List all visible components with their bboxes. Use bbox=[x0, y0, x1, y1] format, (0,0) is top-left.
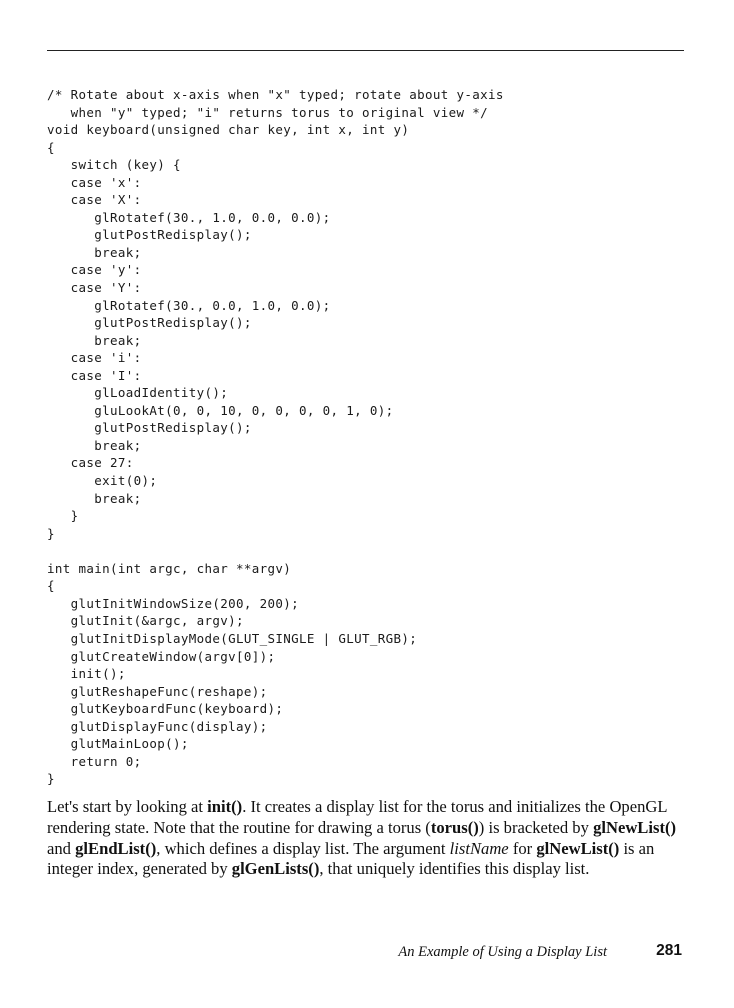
code-line: break; bbox=[47, 490, 142, 506]
code-line: } bbox=[47, 525, 55, 541]
prose-text: is an integer index, generated by bbox=[47, 838, 655, 879]
code-line: } bbox=[47, 508, 79, 524]
code-line: /* Rotate about x-axis when "x" typed; rotate about y-axis bbox=[47, 87, 504, 102]
prose-text: Let's start by looking at bbox=[47, 797, 208, 816]
header-rule bbox=[47, 50, 684, 51]
code-line: case 'i': bbox=[47, 350, 142, 366]
code-line: break; bbox=[47, 244, 142, 260]
code-line: when "y" typed; "i" returns torus to original view */ bbox=[47, 104, 489, 120]
code-line: init(); bbox=[47, 666, 126, 682]
code-line: glLoadIdentity(); bbox=[47, 385, 229, 401]
code-line: { bbox=[47, 139, 55, 155]
prose-text: . It creates a display list for the torus and initializes the OpenGL rendering state. Note that the routine for drawing a torus ( bbox=[47, 797, 667, 837]
function-name: init() bbox=[207, 797, 243, 816]
code-line: switch (key) { bbox=[47, 157, 181, 173]
code-line: exit(0); bbox=[47, 473, 158, 489]
code-line: return 0; bbox=[47, 753, 142, 769]
code-line: glutPostRedisplay(); bbox=[47, 315, 252, 331]
code-line: glRotatef(30., 0.0, 1.0, 0.0); bbox=[47, 297, 331, 313]
code-line: glutMainLoop(); bbox=[47, 736, 189, 752]
code-line: glutKeyboardFunc(keyboard); bbox=[47, 701, 284, 717]
running-footer-title: An Example of Using a Display List bbox=[398, 944, 607, 960]
code-line: void keyboard(unsigned char key, int x, int y) bbox=[47, 122, 410, 138]
code-line bbox=[47, 542, 504, 560]
prose-text: , that uniquely identifies this display list. bbox=[319, 859, 590, 879]
function-name: glNewList() bbox=[536, 838, 620, 858]
code-line: glutInitDisplayMode(GLUT_SINGLE | GLUT_RGB); bbox=[47, 630, 418, 646]
parameter-name: listName bbox=[449, 838, 509, 858]
prose-text: for bbox=[508, 838, 537, 858]
function-name: torus() bbox=[430, 817, 479, 837]
code-line: glutReshapeFunc(reshape); bbox=[47, 683, 268, 699]
code-line: glutInit(&argc, argv); bbox=[47, 613, 244, 629]
code-listing bbox=[47, 86, 504, 788]
code-line: glutPostRedisplay(); bbox=[47, 420, 252, 436]
code-line: glutPostRedisplay(); bbox=[47, 227, 252, 243]
code-line: gluLookAt(0, 0, 10, 0, 0, 0, 0, 1, 0); bbox=[47, 402, 394, 418]
code-line: glRotatef(30., 1.0, 0.0, 0.0); bbox=[47, 209, 331, 225]
code-line: glutDisplayFunc(display); bbox=[47, 718, 268, 734]
body-paragraph bbox=[47, 797, 687, 880]
code-line: case 'I': bbox=[47, 367, 142, 383]
code-line: case 'x': bbox=[47, 174, 142, 190]
code-line: { bbox=[47, 578, 55, 594]
function-name: glNewList() bbox=[593, 817, 677, 837]
function-name: glEndList() bbox=[75, 838, 157, 858]
prose-text: ) is bracketed by bbox=[478, 817, 594, 837]
code-line: case 'X': bbox=[47, 192, 142, 208]
page-number: 281 bbox=[656, 942, 682, 959]
code-line: } bbox=[47, 771, 55, 787]
function-name: glGenLists() bbox=[231, 859, 320, 879]
code-line: case 27: bbox=[47, 455, 134, 471]
code-line: glutInitWindowSize(200, 200); bbox=[47, 595, 300, 611]
code-line: break; bbox=[47, 437, 142, 453]
prose-text: and bbox=[47, 838, 76, 858]
code-line: int main(int argc, char **argv) bbox=[47, 560, 292, 576]
code-line: glutCreateWindow(argv[0]); bbox=[47, 648, 276, 664]
code-line: break; bbox=[47, 332, 142, 348]
prose-text: , which defines a display list. The argument bbox=[156, 838, 450, 858]
code-line: case 'Y': bbox=[47, 280, 142, 296]
code-line: case 'y': bbox=[47, 262, 142, 278]
